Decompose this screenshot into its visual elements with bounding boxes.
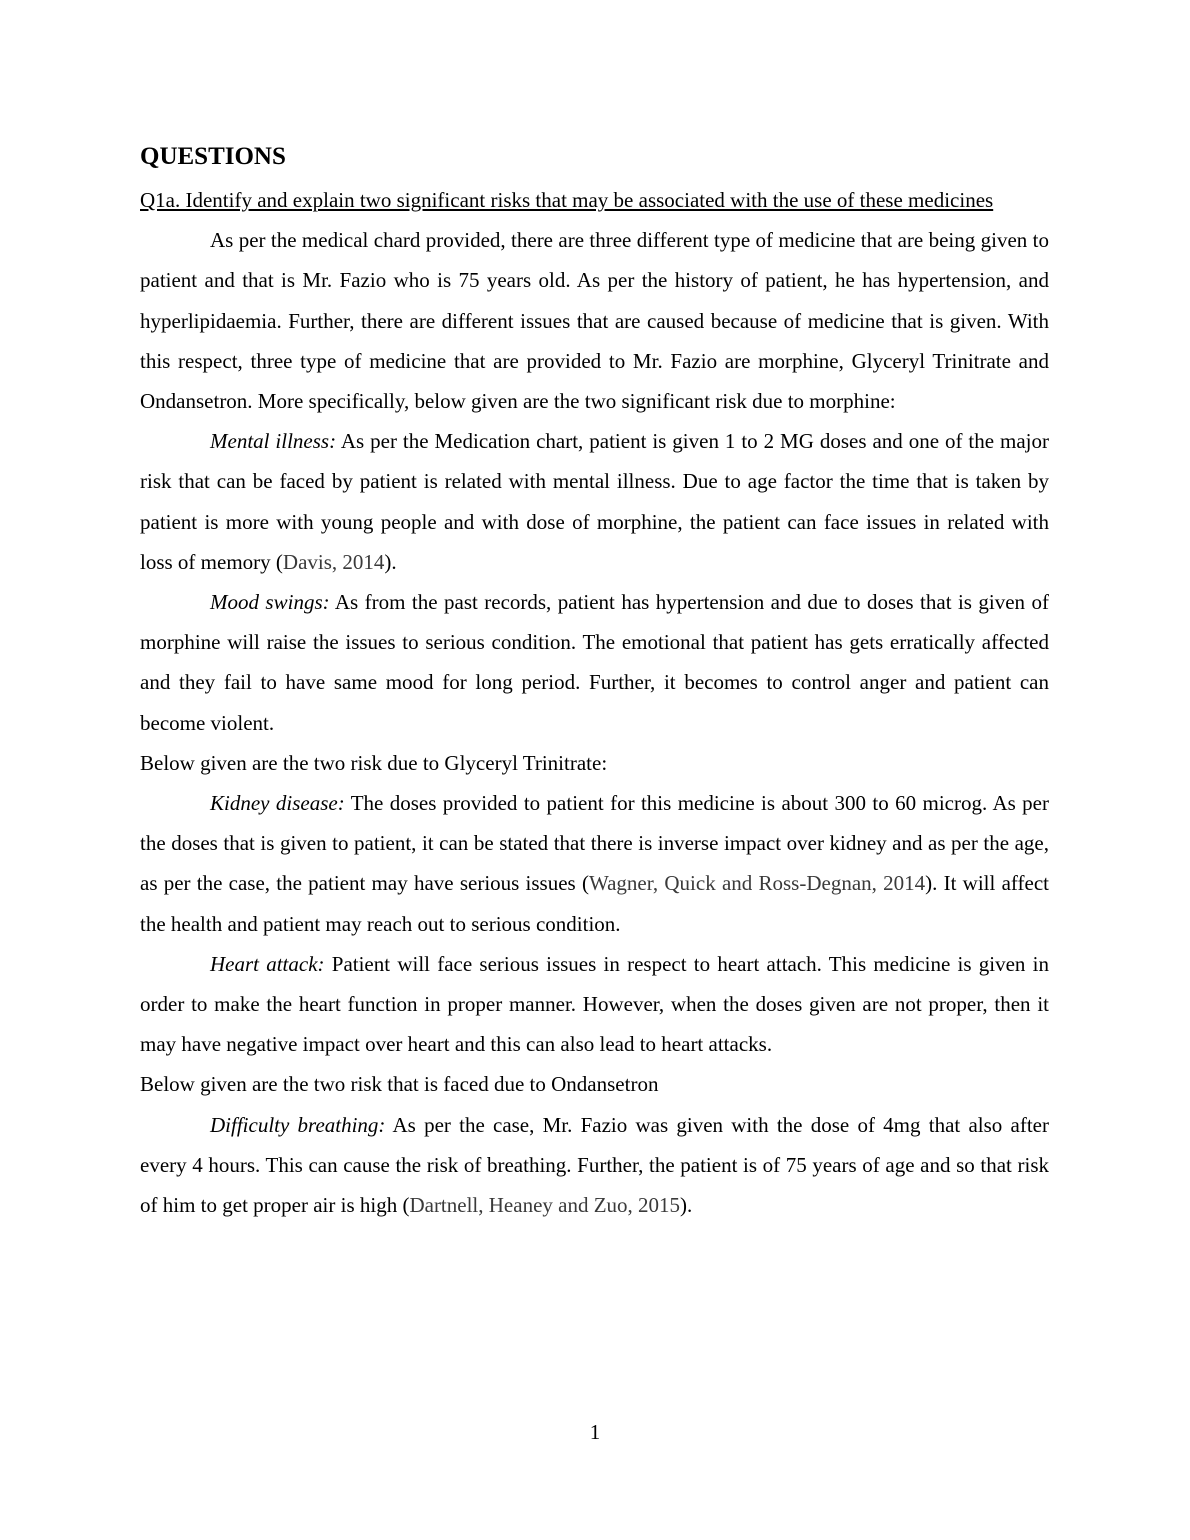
text-mental-illness: As per the Medication chart, patient is given 1 to 2 MG doses and one of the major risk that can be faced by patient is related with mental illness. Due to age factor the time that is taken by patient is more with young people and with dose of morphine, the patient can face issues in related with loss of memory (: [140, 429, 1049, 574]
term-kidney-disease: Kidney disease:: [210, 791, 345, 816]
paragraph-heart-attack: [140, 944, 1049, 1065]
term-difficulty-breathing: Difficulty breathing:: [210, 1112, 386, 1137]
citation-wagner: Wagner, Quick and Ross-Degnan, 2014: [588, 871, 926, 896]
paragraph-kidney-disease: [140, 783, 1049, 944]
text-heart-attack: Patient will face serious issues in respect to heart attach. This medicine is given in order to make the heart function in proper manner. However, when the doses given are not proper, then it may have negative impact over heart and this can also lead to heart attacks.: [140, 951, 1050, 1057]
term-mood-swings: Mood swings:: [210, 590, 330, 615]
text-difficulty-breathing: As per the case, Mr. Fazio was given with the dose of 4mg that also after every 4 hours. This can cause the risk of breathing. Further, the patient is of 75 years of age and so that risk of him to get proper air is high (: [140, 1112, 1049, 1218]
term-mental-illness: Mental illness:: [210, 429, 337, 454]
text-mood-swings: As from the past records, patient has hypertension and due to doses that is given of morphine will raise the issues to serious condition. The emotional that patient has gets erratically affected and they fail to have same mood for long period. Further, it becomes to control anger and patient can become violent.: [140, 590, 1049, 735]
paragraph-mood-swings: [140, 582, 1049, 743]
term-heart-attack: Heart attack:: [210, 951, 325, 976]
citation-dartnell: Dartnell, Heaney and Zuo, 2015: [409, 1193, 681, 1218]
tail-kidney-disease: ). It will affect the health and patient may reach out to serious condition.: [140, 871, 1049, 936]
glyceryl-intro: Below given are the two risk due to Glyceryl Trinitrate:: [140, 750, 608, 775]
tail-mental-illness: ).: [384, 549, 397, 574]
intro-paragraph: As per the medical chard provided, there are three different type of medicine that are being given to patient and that is Mr. Fazio who is 75 years old. As per the history of patient, he has hypertension, and hyperlipidaemia. Further, there are different issues that are caused because of medicine that is given. With this respect, three type of medicine that are provided to Mr. Fazio are morphine, Glyceryl Trinitrate and Ondansetron. More specifically, below given are the two significant risk due to morphine:: [140, 228, 1049, 414]
section-heading: QUESTIONS: [140, 143, 286, 170]
document-page: [140, 138, 1049, 1225]
ondansetron-intro: Below given are the two risk that is faced due to Ondansetron: [140, 1072, 659, 1097]
citation-davis: Davis, 2014: [282, 549, 385, 574]
question-q1a: Q1a. Identify and explain two significant risks that may be associated with the use of these medicines: [140, 188, 994, 212]
paragraph-difficulty-breathing: [140, 1105, 1049, 1226]
page-number: 1: [589, 1420, 601, 1444]
paragraph-mental-illness: [140, 421, 1049, 582]
tail-difficulty-breathing: ).: [680, 1193, 693, 1218]
text-kidney-disease: The doses provided to patient for this medicine is about 300 to 60 microg. As per the doses that is given to patient, it can be stated that there is inverse impact over kidney and as per the age, as per the case, the patient may have serious issues (: [140, 791, 1049, 896]
